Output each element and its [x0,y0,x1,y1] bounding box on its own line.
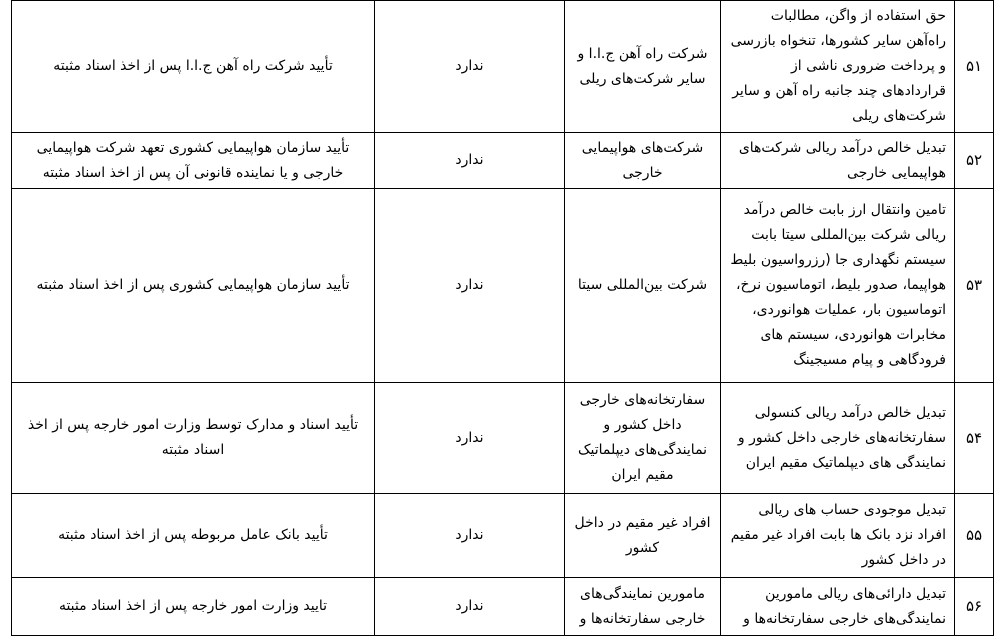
row-condition: تأیید بانک عامل مربوطه پس از اخذ اسناد مثبته [12,494,375,578]
table-row [12,1,994,133]
row-number: ۵۶ [955,578,994,636]
row-condition: تأیید شرکت راه آهن ج.ا.ا پس از اخذ اسناد مثبته [12,1,375,133]
table-row [12,578,994,636]
row-entity: شرکت بین‌المللی سیتا [565,189,721,383]
table-row [12,133,994,189]
row-number: ۵۳ [955,189,994,383]
row-description: تبدیل موجودی حساب های ریالی افراد نزد بانک ها بابت افراد غیر مقیم در داخل کشور [721,494,955,578]
regulations-table [11,0,994,636]
row-limit: ندارد [375,189,565,383]
row-description: تبدیل دارائی‌های ریالی مامورین نمایندگی‌های خارجی سفارتخانه‌ها و [721,578,955,636]
row-limit: ندارد [375,1,565,133]
row-entity: سفارتخانه‌های خارجی داخل کشور و نمایندگی‌های دیپلماتیک مقیم ایران [565,383,721,494]
row-limit: ندارد [375,578,565,636]
row-limit: ندارد [375,133,565,189]
row-limit: ندارد [375,383,565,494]
row-number: ۵۵ [955,494,994,578]
row-condition: تأیید سازمان هواپیمایی کشوری تعهد شرکت هواپیمایی خارجی و یا نماینده قانونی آن پس از اخذ اسناد مثبته [12,133,375,189]
table-row [12,494,994,578]
row-description: تامین وانتقال ارز بابت خالص درآمد ریالی شرکت بین‌المللی سیتا بابت سیستم نگهداری جا (رزرواسیون بلیط هواپیما، صدور بلیط، اتوماسیون نرخ، اتوماسیون بار، عملیات هوانوردی، مخابرات هوانوردی، سیستم های فرودگاهی و پیام مسیجینگ [721,189,955,383]
row-limit: ندارد [375,494,565,578]
row-entity: افراد غیر مقیم در داخل کشور [565,494,721,578]
row-condition: تایید وزارت امور خارجه پس از اخذ اسناد مثبته [12,578,375,636]
row-entity: شرکت‌های هواپیمایی خارجی [565,133,721,189]
row-condition: تأیید سازمان هواپیمایی کشوری پس از اخذ اسناد مثبته [12,189,375,383]
row-entity: مامورین نمایندگی‌های خارجی سفارتخانه‌ها و [565,578,721,636]
row-description: تبدیل خالص درآمد ریالی کنسولی سفارتخانه‌های خارجی داخل کشور و نمایندگی های دیپلماتیک مقیم ایران [721,383,955,494]
row-entity: شرکت راه آهن ج.ا.ا و سایر شرکت‌های ریلی [565,1,721,133]
row-number: ۵۱ [955,1,994,133]
row-description: حق استفاده از واگن، مطالبات راه‌آهن سایر کشورها، تنخواه بازرسی و پرداخت ضروری ناشی از قراردادهای چند جانبه راه آهن و سایر شرکت‌های ریلی [721,1,955,133]
row-number: ۵۲ [955,133,994,189]
row-number: ۵۴ [955,383,994,494]
row-description: تبدیل خالص درآمد ریالی شرکت‌های هواپیمایی خارجی [721,133,955,189]
row-condition: تأیید اسناد و مدارک توسط وزارت امور خارجه پس از اخذ اسناد مثبته [12,383,375,494]
table-row [12,383,994,494]
table-row [12,189,994,383]
